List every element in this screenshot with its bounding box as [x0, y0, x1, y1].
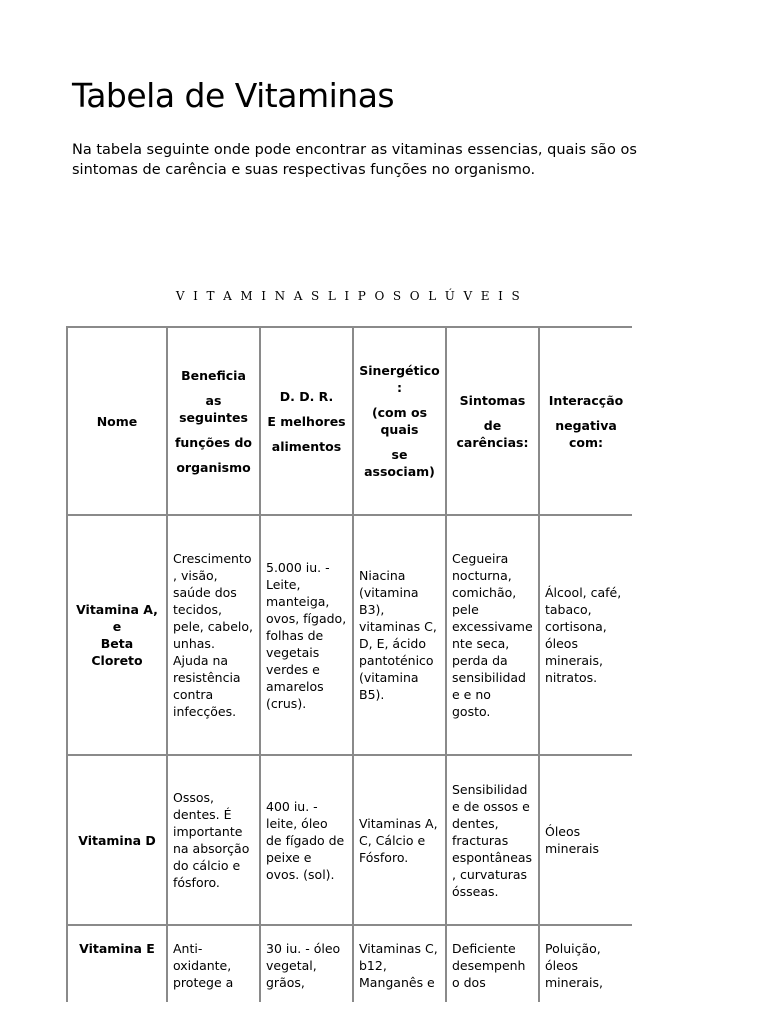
cell-beneficia: Crescimento, visão, saúde dos tecidos, pele, cabelo, unhas. Ajuda na resistência contra infecções.	[168, 516, 261, 756]
cell-beneficia: Ossos, dentes. É importante na absorção do cálcio e fósforo.	[168, 756, 261, 926]
cell-sinergetico: Vitaminas A, C, Cálcio e Fósforo.	[354, 756, 447, 926]
table-header-row	[68, 328, 632, 516]
intro-paragraph: Na tabela seguinte onde pode encontrar as vitaminas essencias, quais são os sintomas de carência e suas respectivas funções no organismo.	[72, 142, 637, 178]
header-ddr: D. D. R. E melhores alimentos	[261, 328, 354, 516]
table-row	[68, 926, 632, 1002]
cell-beneficia: Anti-oxidante, protege a	[168, 926, 261, 1002]
header-interaccao: Interacção negativa com:	[540, 328, 632, 516]
table-row	[68, 756, 632, 926]
cell-sintomas: Cegueira nocturna, comichão, pele excessivamente seca, perda da sensibilidade e no gosto.	[447, 516, 540, 756]
page-title: Tabela de Vitaminas	[72, 76, 395, 115]
header-sintomas: Sintomas de carências:	[447, 328, 540, 516]
cell-sinergetico: Vitaminas C, b12, Manganês e	[354, 926, 447, 1002]
vitamins-table-container	[66, 326, 632, 1002]
cell-interaccao: Poluição, óleos minerais,	[540, 926, 632, 1002]
row-name-vitamin-a: Vitamina A, e Beta Cloreto	[68, 516, 168, 756]
table-row	[68, 516, 632, 756]
cell-ddr: 5.000 iu. - Leite, manteiga, ovos, fígado, folhas de vegetais verdes e amarelos (crus).	[261, 516, 354, 756]
cell-interaccao: Óleos minerais	[540, 756, 632, 926]
header-sinergetico: Sinergético: (com os quais se associam)	[354, 328, 447, 516]
cell-interaccao: Álcool, café, tabaco, cortisona, óleos minerais, nitratos.	[540, 516, 632, 756]
row-name-vitamin-e: Vitamina E	[68, 926, 168, 1002]
cell-sinergetico: Niacina (vitamina B3), vitaminas C, D, E, ácido pantoténico (vitamina B5).	[354, 516, 447, 756]
cell-ddr: 30 iu. - óleo vegetal, grãos,	[261, 926, 354, 1002]
cell-ddr: 400 iu. - leite, óleo de fígado de peixe e ovos. (sol).	[261, 756, 354, 926]
row-name-vitamin-d: Vitamina D	[68, 756, 168, 926]
header-nome: Nome	[68, 328, 168, 516]
cell-sintomas: Sensibilidade de ossos e dentes, fracturas espontâneas, curvaturas ósseas.	[447, 756, 540, 926]
cell-sintomas: Deficiente desempenho dos	[447, 926, 540, 1002]
vitamins-table	[66, 326, 632, 1002]
header-beneficia: Beneficia as seguintes funções do organismo	[168, 328, 261, 516]
section-heading: V I T A M I N A S L I P O S O L Ú V E I S	[175, 289, 523, 303]
